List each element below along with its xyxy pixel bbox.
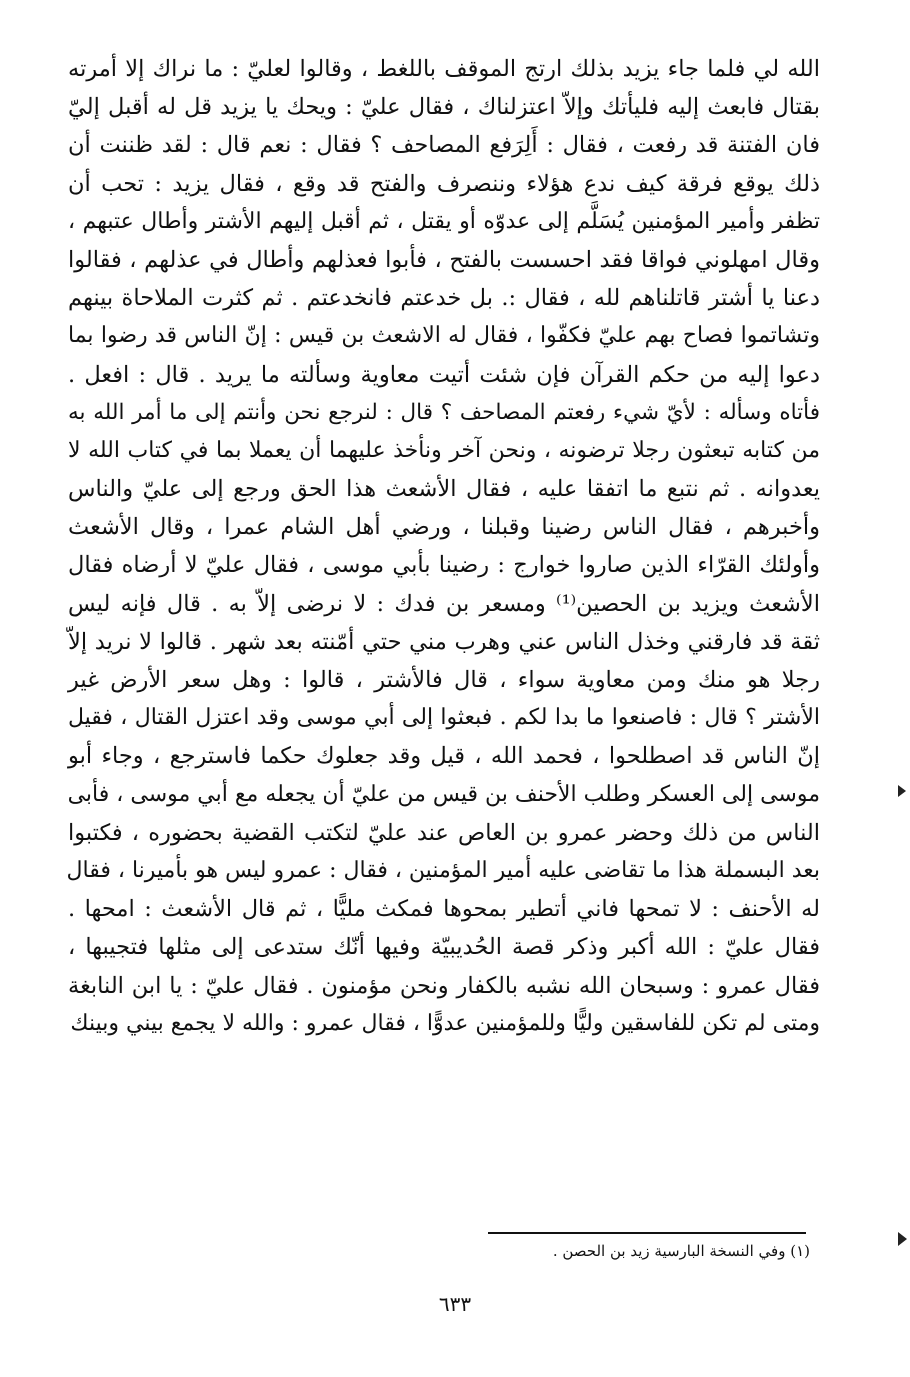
text-line: بقتال فابعث إليه فليأتك وإلاّ اعتزلناك ، فقال عليّ : ويحك يا يزيد قل له أقبل إليّ xyxy=(68,94,820,121)
text-line: وتشاتموا فصاح بهم عليّ فكفّوا ، فقال له الاشعث بن قيس : إنّ الناس قد رضوا بما xyxy=(68,323,820,349)
text-line: من كتابه تبعثون رجلا ترضونه ، ونحن آخر ونأخذ عليهما أن يعملا بما في كتاب الله لا xyxy=(68,437,820,463)
text-line: فقال عليّ : الله أكبر وذكر قصة الحُديبيّة وفيها أنّك ستدعى إلى مثلها فتجيبها ، xyxy=(68,934,820,961)
text-line: بعد البسملة هذا ما تقاضى عليه أمير المؤمنين ، فقال : عمرو ليس هو بأميرنا ، فقال xyxy=(66,857,820,883)
margin-marker xyxy=(898,1232,907,1246)
text-line: فأتاه وسأله : لأيّ شيء رفعتم المصاحف ؟ قال : لنرجع نحن وأنتم إلى ما أمر الله به xyxy=(68,399,820,425)
text-line: رجلا هو منك ومن معاوية سواء ، قال فالأشتر ، قالوا : وهل سعر الأرض غير xyxy=(68,667,820,693)
margin-marker xyxy=(898,785,906,797)
text-line: إنّ الناس قد اصطلحوا ، فحمد الله ، قيل وقد جعلوك حكما فاسترجع ، وجاء أبو xyxy=(68,743,820,770)
text-line: فان الفتنة قد رفعت ، فقال : أَلِرَفع المصاحف ؟ فقال : نعم قال : لقد ظننت أن xyxy=(68,132,820,159)
footnote-divider xyxy=(488,1232,806,1234)
page-number: ٦٣٣ xyxy=(438,1292,472,1316)
text-line: الناس من ذلك وحضر عمرو بن العاص عند عليّ لتكتب القضية بحضوره ، فكتبوا xyxy=(68,819,820,846)
text-line: وقال امهلوني فواقا فقد احسست بالفتح ، فأبوا فعذلهم وأطال في عذلهم ، فقالوا xyxy=(68,246,820,273)
text-line: الأشتر ؟ قال : فاصنعوا ما بدا لكم . فبعثوا إلى أبي موسى وقد اعتزل القتال ، فقيل xyxy=(68,705,820,731)
text-line: الأشعث ويزيد بن الحصين⁽¹⁾ ومسعر بن فدك : لا نرضى إلاّ به . قال فإنه ليس xyxy=(68,590,820,617)
text-line: موسى إلى العسكر وطلب الأحنف بن قيس من عليّ أن يجعله مع أبي موسى ، فأبى xyxy=(67,781,820,807)
text-line: الله لي فلما جاء يزيد بذلك ارتج الموقف باللغط ، وقالوا لعليّ : ما نراك إلا أمرته xyxy=(68,56,820,82)
text-line: وأخبرهم ، فقال الناس رضينا وقبلنا ، ورضي أهل الشام عمرا ، وقال الأشعث xyxy=(68,514,820,541)
text-line: فقال عمرو : وسبحان الله نشبه بالكفار ونحن مؤمنون . فقال عليّ : يا ابن النابغة xyxy=(68,972,820,999)
text-line: ثقة قد فارقني وخذل الناس عني وهرب مني حتي أمّنته بعد شهر . قالوا لا نريد إلاّ xyxy=(68,628,820,655)
text-line: له الأحنف : لا تمحها فاني أتطير بمحوها فمكث مليًّا ، ثم قال الأشعث : امحها . xyxy=(68,896,820,923)
text-line: ذلك يوقع فرقة كيف ندع هؤلاء وننصرف والفتح قد وقع ، فقال يزيد : تحب أن xyxy=(68,170,820,197)
text-line: تظفر وأمير المؤمنين يُسَلَّم إلى عدوّه أو يقتل ، ثم أقبل إليهم الأشتر وأطال عتبهم ، xyxy=(68,208,820,234)
text-line: وأولئك القرّاء الذين صاروا خوارج : رضينا بأبي موسى ، فقال عليّ لا أرضاه فقال xyxy=(68,552,820,579)
text-line: يعدوانه . ثم نتبع ما اتفقا عليه ، فقال الأشعث هذا الحق ورجع إلى عليّ والناس xyxy=(68,476,820,503)
text-line: دعنا يا أشتر قاتلناهم لله ، فقال :. بل خدعتم فانخدعتم . ثم كثرت الملاحاة بينهم xyxy=(68,285,820,312)
text-line: دعوا إليه من حكم القرآن فإن شئت أتيت معاوية وسألته ما يريد . قال : افعل . xyxy=(68,361,820,388)
footnote: (١) وفي النسخة البارسية زيد بن الحصن . xyxy=(552,1242,810,1260)
main-text-block xyxy=(68,50,820,1043)
text-line: ومتى لم تكن للفاسقين وليًّا وللمؤمنين عدوًّا ، فقال عمرو : والله لا يجمع بيني وبينك xyxy=(70,1010,820,1036)
